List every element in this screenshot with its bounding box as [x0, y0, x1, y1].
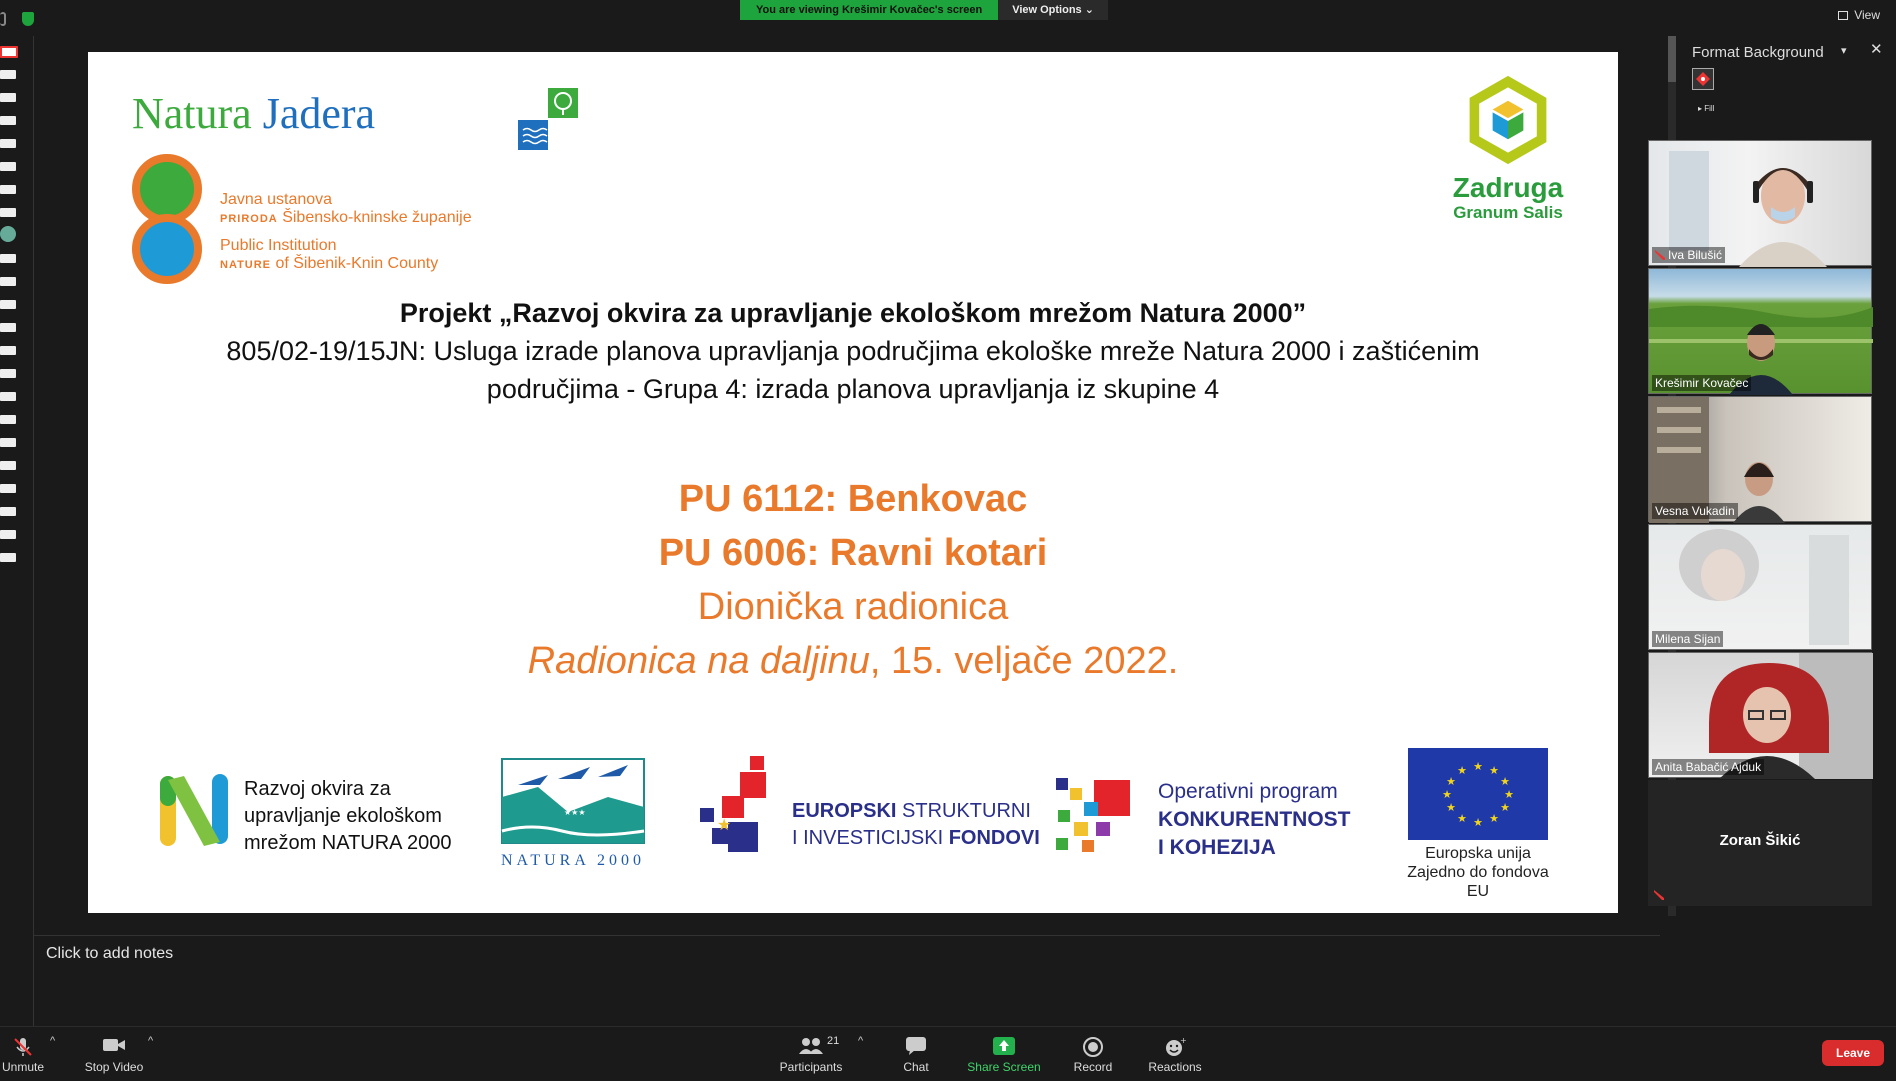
svg-text:★: ★	[1473, 760, 1483, 773]
scrollbar-thumb[interactable]	[1668, 36, 1676, 82]
viewing-banner: You are viewing Krešimir Kovačec's screen	[740, 0, 998, 20]
esif-squares-icon	[700, 756, 786, 860]
institution-small-priroda: PRIRODA	[220, 213, 278, 225]
share-screen-label: Share Screen	[967, 1060, 1041, 1074]
slide-thumbnail[interactable]	[0, 553, 16, 562]
participant-name	[1652, 759, 1764, 775]
stop-video-label: Stop Video	[84, 1060, 144, 1074]
video-tile-vesna[interactable]	[1648, 396, 1872, 522]
slide-thumbnail[interactable]	[0, 300, 16, 309]
workshop-date-text: , 15. veljače 2022.	[869, 640, 1179, 682]
record-icon	[1082, 1036, 1104, 1058]
video-tile-milena[interactable]	[1648, 524, 1872, 650]
eu-caption-2: Zajedno do fondova EU	[1407, 864, 1549, 900]
project-logo-line-3: mrežom NATURA 2000	[244, 832, 452, 854]
audio-options-caret[interactable]: ^	[50, 1035, 56, 1047]
natura2000-logo	[498, 757, 648, 867]
participant-name-text: Krešimir Kovačec	[1655, 376, 1749, 390]
fill-label: Fill	[1704, 104, 1715, 113]
svg-text:★: ★	[1457, 764, 1467, 777]
esif-text	[792, 798, 1040, 852]
esif-line-2: I INVESTICIJSKI	[792, 827, 944, 849]
meeting-toolbar	[0, 1026, 1896, 1080]
view-options-button[interactable]	[998, 0, 1108, 20]
slide-thumbnail[interactable]	[0, 415, 16, 424]
chat-button[interactable]	[890, 1027, 942, 1081]
reactions-label: Reactions	[1148, 1060, 1202, 1074]
slide-thumbnail[interactable]	[0, 139, 16, 148]
institution-line-4	[220, 254, 438, 275]
view-label: View	[1854, 8, 1880, 22]
logo-jadera-text: Jadera	[262, 89, 376, 138]
opkk-squares-icon	[1056, 778, 1136, 858]
slide-thumbnail[interactable]	[0, 484, 16, 493]
slide-thumbnail[interactable]	[0, 392, 16, 401]
institution-line-1: Javna ustanova	[220, 191, 333, 208]
esif-line-1: STRUKTURNI	[896, 800, 1031, 822]
institution-logo	[132, 154, 512, 284]
participant-name-text: Anita Babačić Ajduk	[1655, 760, 1762, 774]
slide-thumbnail[interactable]	[0, 185, 16, 194]
slide-thumbnail[interactable]	[0, 162, 16, 171]
video-tile-kresimir[interactable]	[1648, 268, 1872, 394]
svg-text:★: ★	[1446, 801, 1456, 814]
project-headline	[88, 294, 1618, 408]
mic-muted-icon	[1654, 890, 1664, 900]
eu-logo	[1398, 748, 1558, 901]
avatar[interactable]	[0, 226, 16, 242]
workshop-type: Dionička radionica	[697, 586, 1009, 628]
headline-title: Projekt „Razvoj okvira za upravljanje ekološkom mrežom Natura 2000”	[399, 298, 1307, 328]
project-logo-text	[244, 776, 451, 857]
svg-text:★: ★	[1489, 812, 1499, 825]
chat-label: Chat	[903, 1060, 929, 1074]
participant-name-text: Iva Bilušić	[1668, 248, 1723, 262]
chevron-down-icon[interactable]: ▾	[1841, 45, 1847, 57]
participant-name	[1652, 375, 1751, 391]
zadruga-logo	[1438, 72, 1578, 223]
smiley-icon	[1164, 1036, 1186, 1058]
chevron-down-icon: ⌄	[1084, 4, 1094, 16]
slide-thumbnail-strip[interactable]	[0, 36, 34, 1026]
opkk-line-3: I KOHEZIJA	[1158, 836, 1276, 859]
unmute-button[interactable]	[0, 1027, 46, 1081]
eu-caption-1: Europska unija	[1425, 845, 1531, 862]
close-icon[interactable]: ✕	[1870, 41, 1883, 58]
svg-text:★: ★	[1489, 764, 1499, 777]
slide-thumbnail[interactable]	[0, 461, 16, 470]
slide-thumbnail[interactable]	[0, 116, 16, 125]
grid-icon	[1838, 11, 1848, 20]
participants-icon	[797, 1036, 825, 1056]
notes-area[interactable]	[34, 935, 1684, 1027]
leave-button[interactable]: Leave	[1822, 1040, 1884, 1066]
opkk-text	[1158, 778, 1351, 862]
logo-natura-text: Natura	[132, 89, 252, 138]
svg-text:★: ★	[1500, 801, 1510, 814]
share-screen-button[interactable]	[964, 1027, 1044, 1081]
workshop-date	[88, 634, 1618, 688]
slide-thumbnail[interactable]	[0, 277, 16, 286]
svg-text:★: ★	[1473, 816, 1483, 829]
video-tile-anita[interactable]	[1648, 652, 1872, 778]
screen-share-banner	[740, 0, 1108, 20]
blue-circle-logo	[132, 214, 202, 284]
svg-text:★: ★	[1500, 775, 1510, 788]
participant-name: Zoran Šikić	[1719, 832, 1801, 849]
stop-video-button[interactable]	[78, 1027, 150, 1081]
slide-thumbnail[interactable]	[0, 369, 16, 378]
participants-count: 21	[827, 1035, 840, 1047]
pu-benkovac: PU 6112: Benkovac	[678, 478, 1028, 520]
headline-line-3: područjima - Grupa 4: izrada planova upravljanja iz skupine 4	[486, 374, 1220, 404]
opkk-line-1: Operativni program	[1158, 780, 1338, 803]
mic-muted-icon	[1655, 250, 1665, 260]
institution-line-3: Public Institution	[220, 237, 337, 254]
video-tile-iva[interactable]	[1648, 140, 1872, 266]
participant-name	[1652, 247, 1725, 263]
presentation-slide	[88, 52, 1618, 913]
video-tile-zoran[interactable]	[1648, 780, 1872, 906]
tree-water-icon	[516, 88, 580, 152]
shield-icon[interactable]	[22, 12, 34, 26]
zadruga-subtitle: Granum Salis	[1453, 203, 1563, 222]
esif-line-1-bold: EUROPSKI	[792, 800, 897, 822]
paint-bucket-icon[interactable]	[1692, 68, 1714, 90]
participants-label: Participants	[779, 1060, 843, 1074]
funding-logos-row	[88, 742, 1618, 902]
slide-thumbnail[interactable]	[0, 254, 16, 263]
hexagon-logo-icon	[1460, 72, 1556, 168]
workshop-title-block	[88, 472, 1618, 688]
headline-line-2: 805/02-19/15JN: Usluga izrade planova upravljanja područjima ekološke mreže Natura 2000 i zaštićenim	[226, 336, 1480, 366]
participant-name-text: Milena Sijan	[1655, 632, 1721, 646]
opkk-line-2: KONKURENTNOST	[1158, 808, 1351, 831]
participant-name	[1652, 631, 1723, 647]
svg-text:★★★: ★★★	[564, 808, 586, 817]
video-camera-icon	[102, 1036, 126, 1054]
paint-bucket-glyph	[1693, 69, 1713, 89]
project-logo-line-2: upravljanje ekološkom	[244, 805, 442, 827]
slide-thumbnail[interactable]	[0, 507, 16, 516]
slide-thumbnail[interactable]	[0, 70, 16, 79]
reactions-button[interactable]	[1142, 1027, 1208, 1081]
microphone-muted-icon	[12, 1036, 34, 1058]
window-corner	[0, 12, 6, 26]
slide-thumbnail[interactable]	[0, 93, 16, 102]
project-logo-line-1: Razvoj okvira za	[244, 778, 391, 800]
natura2000-text: NATURA 2000	[500, 852, 645, 869]
record-label: Record	[1073, 1060, 1113, 1074]
institution-county-en: of Šibenik-Knin County	[275, 255, 439, 272]
pu-ravni-kotari: PU 6006: Ravni kotari	[658, 532, 1048, 574]
institution-county-hr: Šibensko-kninske županije	[282, 209, 472, 226]
svg-text:★: ★	[1442, 788, 1452, 801]
slide-thumbnail[interactable]	[0, 323, 16, 332]
slide-thumbnail[interactable]	[0, 346, 16, 355]
participant-name	[1652, 503, 1738, 519]
format-background-title: Format Background	[1692, 44, 1824, 61]
svg-text:+: +	[1180, 1036, 1187, 1045]
svg-text:★: ★	[717, 815, 732, 834]
notes-placeholder: Click to add notes	[46, 945, 174, 962]
video-options-caret[interactable]: ^	[148, 1035, 154, 1047]
svg-text:★: ★	[1457, 812, 1467, 825]
natura-jadera-logo	[132, 88, 375, 139]
participants-button[interactable]	[772, 1027, 850, 1081]
esif-line-2-bold: FONDOVI	[943, 827, 1040, 849]
workshop-remote: Radionica na daljinu	[527, 640, 870, 682]
svg-text:★: ★	[1446, 775, 1456, 788]
slide-thumbnail[interactable]	[0, 208, 16, 217]
birds-landscape-icon	[498, 757, 648, 845]
participants-options-caret[interactable]: ^	[858, 1035, 864, 1047]
participant-name-text: Vesna Vukadin	[1655, 504, 1735, 518]
chat-bubble-icon	[905, 1036, 927, 1056]
slide-thumbnail[interactable]	[0, 530, 16, 539]
slide-thumbnail[interactable]	[0, 46, 18, 58]
fill-section-toggle[interactable]: ▸ Fill	[1698, 104, 1715, 113]
svg-text:★: ★	[1504, 788, 1514, 801]
unmute-label: Unmute	[1, 1060, 45, 1074]
eu-flag-icon	[1408, 748, 1548, 840]
share-screen-icon	[992, 1036, 1016, 1056]
view-options-label: View Options	[1012, 4, 1082, 16]
record-button[interactable]	[1066, 1027, 1120, 1081]
institution-line-2	[220, 208, 472, 229]
slide-thumbnail[interactable]	[0, 438, 16, 447]
n-project-logo-icon	[158, 772, 230, 848]
zadruga-title: Zadruga	[1452, 172, 1564, 203]
view-button[interactable]	[1838, 8, 1880, 22]
institution-small-nature: NATURE	[220, 259, 272, 271]
